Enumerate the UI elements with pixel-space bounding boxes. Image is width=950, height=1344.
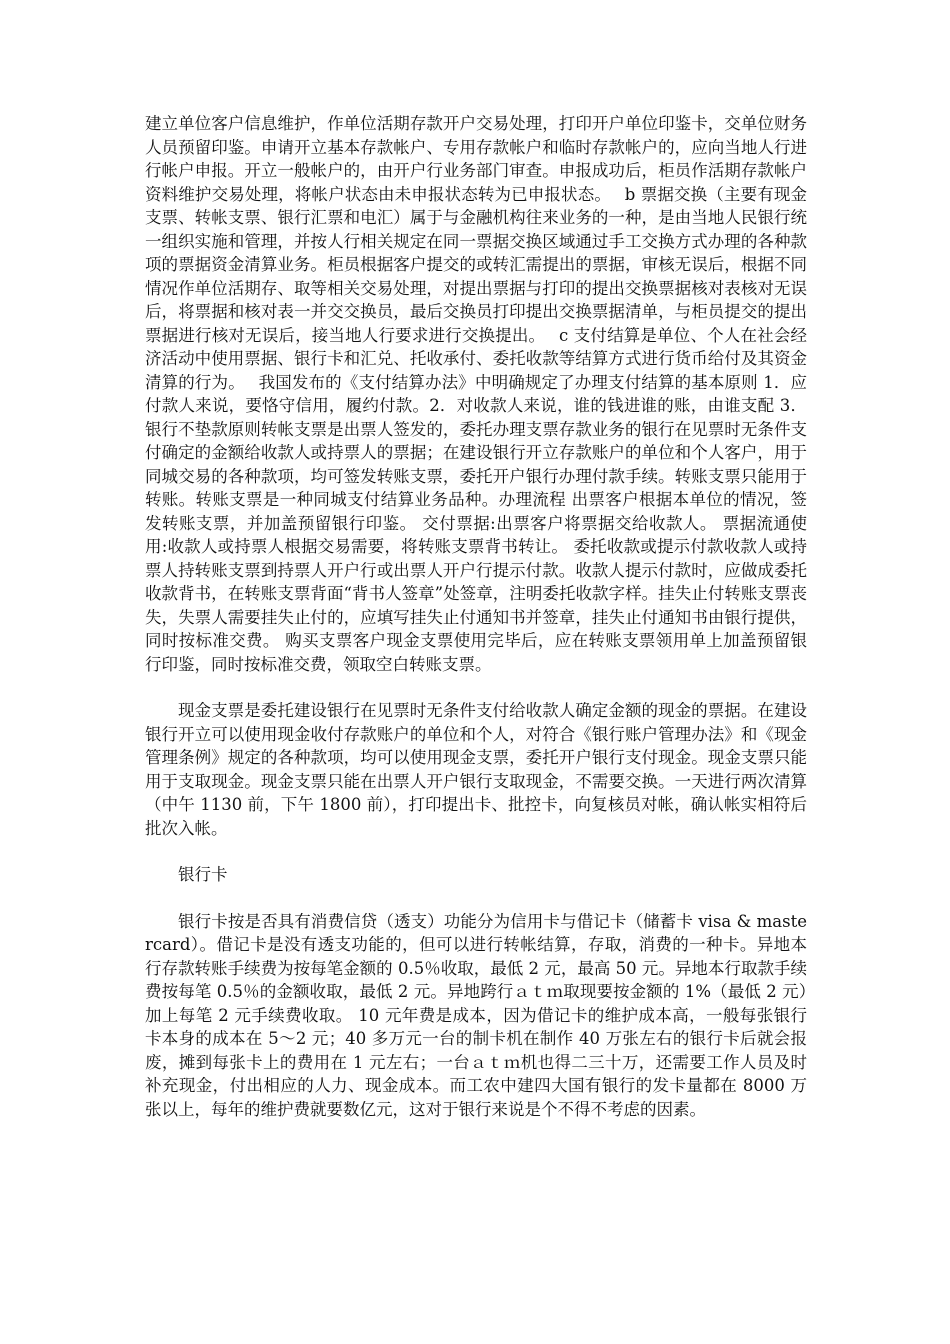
section-heading-bank-card: 银行卡 bbox=[178, 865, 228, 884]
paragraph-cash-check: 现金支票是委托建设银行在见票时无条件支付给收款人确定金额的现金的票据。在建设银行开立可以使用现金收付存款账户的单位和个人，对符合《银行账户管理办法》和《现金管理条例》规定的各种款项，均可以使用现金支票，委托开户银行支付现金。现金支票只能用于支取现金。现金支票只能在出票人开户银行支取现金，不需要交换。一天进行两次清算（中午 1130 前，下午 1800 前），打印提出卡、批控卡，向复核员对帐，确认帐实相符后批次入帐。 bbox=[145, 701, 807, 838]
document-page bbox=[145, 112, 807, 1121]
paragraph-account-and-clearing: 建立单位客户信息维护，作单位活期存款开户交易处理，打印开户单位印鉴卡，交单位财务人员预留印鉴。申请开立基本存款帐户、专用存款帐户和临时存款帐户的，应向当地人行进行帐户申报。开立一般帐户的，由开户行业务部门审查。申报成功后，柜员作活期存款帐户资料维护交易处理，将帐户状态由未申报状态转为已申报状态。 b 票据交换（主要有现金支票、转帐支票、银行汇票和电汇）属于与金融机构往来业务的一种，是由当地人民银行统一组织实施和管理，并按人行相关规定在同一票据交换区域通过手工交换方式办理的各种款项的票据资金清算业务。柜员根据客户提交的或转汇需提出的票据，审核无误后，根据不同情况作单位活期存、取等相关交易处理，对提出票据与打印的提出交换票据核对表核对无误后，将票据和核对表一并交交换员，最后交换员打印提出交换票据清单，与柜员提交的提出票据进行核对无误后，接当地人行要求进行交换提出。 c 支付结算是单位、个人在社会经济活动中使用票据、银行卡和汇兑、托收承付、委托收款等结算方式进行货币给付及其资金清算的行为。 我国发布的《支付结算办法》中明确规定了办理支付结算的基本原则 1．应付款人来说，要恪守信用，履约付款。2．对收款人来说，谁的钱进谁的账，由谁支配 3．银行不垫款原则转帐支票是出票人签发的，委托办理支票存款业务的银行在见票时无条件支付确定的金额给收款人或持票人的票据；在建设银行开立存款账户的单位和个人客户，用于同城交易的各种款项，均可签发转账支票，委托开户银行办理付款手续。转账支票只能用于转账。转账支票是一种同城支付结算业务品种。办理流程 出票客户根据本单位的情况，签发转账支票，并加盖预留银行印鉴。 交付票据:出票客户将票据交给收款人。 票据流通使用:收款人或持票人根据交易需要，将转账支票背书转让。 委托收款或提示付款收款人或持票人持转账支票到持票人开户行或出票人开户行提示付款。收款人提示付款时，应做成委托收款背书，在转账支票背面“背书人签章”处签章，注明委托收款字样。挂失止付转账支票丧失，失票人需要挂失止付的，应填写挂失止付通知书并签章，挂失止付通知书由银行提供，同时按标准交费。 购买支票客户现金支票使用完毕后，应在转账支票领用单上加盖预留银行印鉴，同时按标准交费，领取空白转账支票。 bbox=[145, 114, 807, 674]
paragraph-bank-card: 银行卡按是否具有消费信贷（透支）功能分为信用卡与借记卡（储蓄卡 visa & mastercard）。借记卡是没有透支功能的，但可以进行转帐结算，存取，消费的一种卡。异地本行存款转账手续费为按每笔金额的 0.5％收取，最低 2 元，最高 50 元。异地本行取款手续费按每笔 0.5％的金额收取，最低 2 元。异地跨行ａｔｍ取现要按金额的 1%（最低 2 元）加上每笔 2 元手续费收取。 10 元年费是成本，因为借记卡的维护成本高，一般每张银行卡本身的成本在 5～2 元；40 多万元一台的制卡机在制作 40 万张左右的银行卡后就会报废，摊到每张卡上的费用在 1 元左右；一台ａｔｍ机也得二三十万，还需要工作人员及时补充现金，付出相应的人力、现金成本。而工农中建四大国有银行的发卡量都在 8000 万张以上，每年的维护费就要数亿元，这对于银行来说是个不得不考虑的因素。 bbox=[145, 911, 807, 1119]
